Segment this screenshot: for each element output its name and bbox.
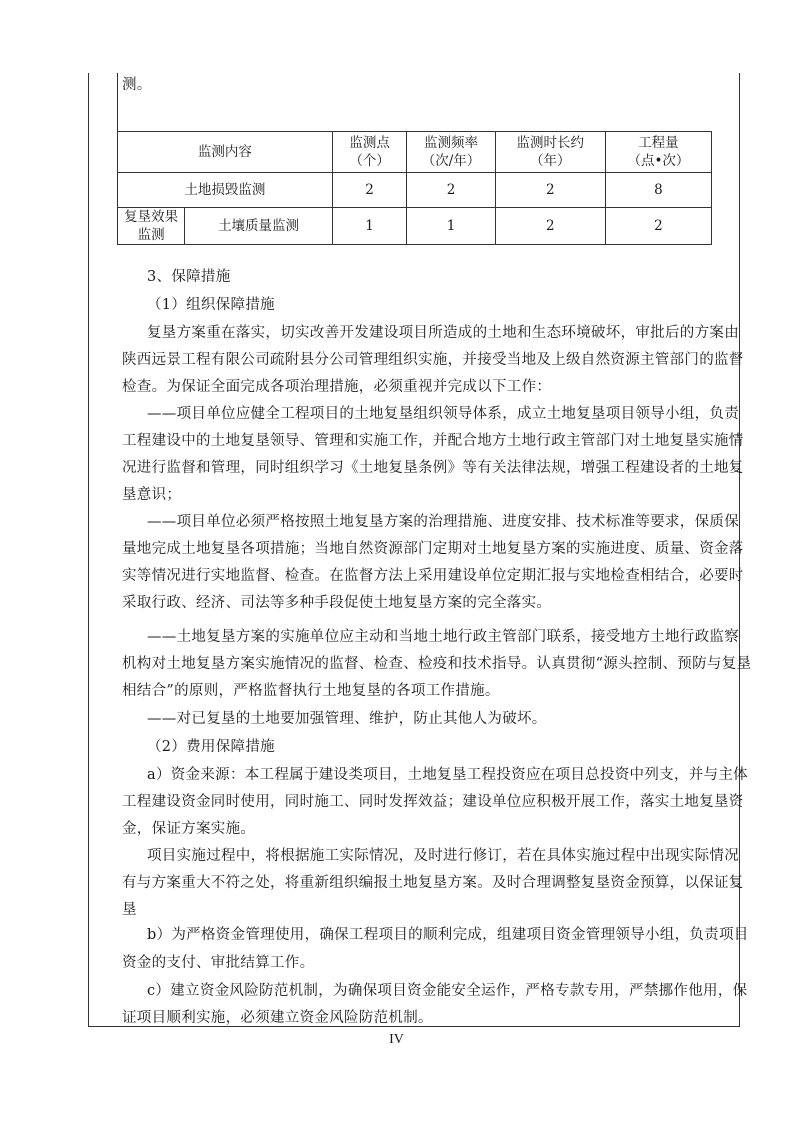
- row-frequency: 1: [407, 208, 495, 245]
- table-row: [118, 208, 712, 245]
- paragraph-line: ——对已复垦的土地要加强管理、维护，防止其他人为破坏。: [147, 711, 547, 727]
- row-points: 2: [332, 173, 407, 208]
- header-duration: 监测时长约 （年）: [495, 132, 605, 173]
- paragraph-line: b）为严格资金管理使用，确保工程项目的顺利完成，组建项目资金管理领导小组，负责项目: [147, 927, 749, 943]
- header-quantity: 工程量 （点•次）: [605, 132, 711, 173]
- paragraph-line: 资金的支付、审批结算工作。: [122, 955, 315, 971]
- paragraph-line: 机构对土地复垦方案实施情况的监督、检查、检疫和技术指导。认真贯彻“源头控制、预防与复垦: [122, 656, 752, 672]
- paragraph-line: 况进行监督和管理，同时组织学习《土地复垦条例》等有关法律法规，增强工程建设者的土地复: [122, 460, 744, 476]
- subsection-heading: （2）费用保障措施: [147, 739, 275, 755]
- row-frequency: 2: [407, 173, 495, 208]
- paragraph-line: 垦: [122, 902, 137, 918]
- header-frequency: 监测频率 （次/年）: [407, 132, 495, 173]
- paragraph-line: 有与方案重大不符之处，将重新组织编报土地复垦方案。及时合理调整复垦资金预算，以保证复: [122, 875, 744, 891]
- paragraph-line: ——土地复垦方案的实施单位应主动和当地土地行政主管部门联系，接受地方土地行政监察: [147, 629, 739, 645]
- section-heading: 3、保障措施: [147, 269, 231, 285]
- paragraph-line: 量地完成土地复垦各项措施；当地自然资源部门定期对土地复垦方案的实施进度、质量、资金落: [122, 541, 744, 557]
- table-header-row: [118, 132, 712, 173]
- paragraph-line: ——项目单位应健全工程项目的土地复垦组织领导体系，成立土地复垦项目领导小组，负责: [147, 406, 739, 422]
- paragraph-line: 采取行政、经济、司法等多种手段促使土地复垦方案的完全落实。: [122, 595, 552, 611]
- top-text: 测。: [122, 77, 152, 93]
- paragraph-line: 金，保证方案实施。: [122, 821, 256, 837]
- table-row: [118, 173, 712, 208]
- inner-frame-line: [117, 73, 118, 131]
- subsection-heading: （1）组织保障措施: [147, 297, 275, 313]
- paragraph-line: c）建立资金风险防范机制，为确保项目资金能安全运作，严格专款专用，严禁挪作他用，保: [147, 983, 748, 999]
- paragraph-line: a）资金来源：本工程属于建设类项目，土地复垦工程投资应在项目总投资中列支，并与主体: [147, 767, 748, 783]
- row-item: 土地损毁监测: [118, 173, 333, 208]
- header-points: 监测点 （个）: [332, 132, 407, 173]
- paragraph-line: 工程建设中的土地复垦领导、管理和实施工作，并配合地方土地行政主管部门对土地复垦实施情: [122, 433, 744, 449]
- paragraph-line: 检查。为保证全面完成各项治理措施，必须重视并完成以下工作：: [122, 379, 552, 395]
- paragraph-line: 相结合”的原则，严格监督执行土地复垦的各项工作措施。: [122, 683, 500, 699]
- paragraph-line: 项目实施过程中，将根据施工实际情况，及时进行修订，若在具体实施过程中出现实际情况: [147, 848, 739, 864]
- paragraph-line: 实等情况进行实地监督、检查。在监督方法上采用建设单位定期汇报与实地检查相结合，必要时: [122, 568, 744, 584]
- row-quantity: 8: [605, 173, 711, 208]
- row-points: 1: [332, 208, 407, 245]
- paragraph-line: ——项目单位必须严格按照土地复垦方案的治理措施、进度安排、技术标准等要求，保质保: [147, 514, 739, 530]
- row-duration: 2: [495, 173, 605, 208]
- paragraph-line: 工程建设资金同时使用，同时施工、同时发挥效益；建设单位应积极开展工作，落实土地复垦资: [122, 794, 744, 810]
- page-number: IV: [389, 1032, 404, 1047]
- row-group: 复垦效果 监测: [118, 208, 185, 245]
- paragraph-line: 垦意识；: [122, 487, 182, 503]
- monitoring-table: [117, 131, 712, 245]
- row-duration: 2: [495, 208, 605, 245]
- paragraph-line: 证项目顺利实施，必须建立资金风险防范机制。: [122, 1010, 433, 1026]
- paragraph-line: 复垦方案重在落实，切实改善开发建设项目所造成的土地和生态环境破坏，审批后的方案由: [147, 325, 739, 341]
- row-item: 土壤质量监测: [185, 208, 332, 245]
- row-quantity: 2: [605, 208, 711, 245]
- paragraph-line: 陕西远景工程有限公司疏附县分公司管理组织实施，并接受当地及上级自然资源主管部门的监督: [122, 352, 744, 368]
- header-content: 监测内容: [118, 132, 333, 173]
